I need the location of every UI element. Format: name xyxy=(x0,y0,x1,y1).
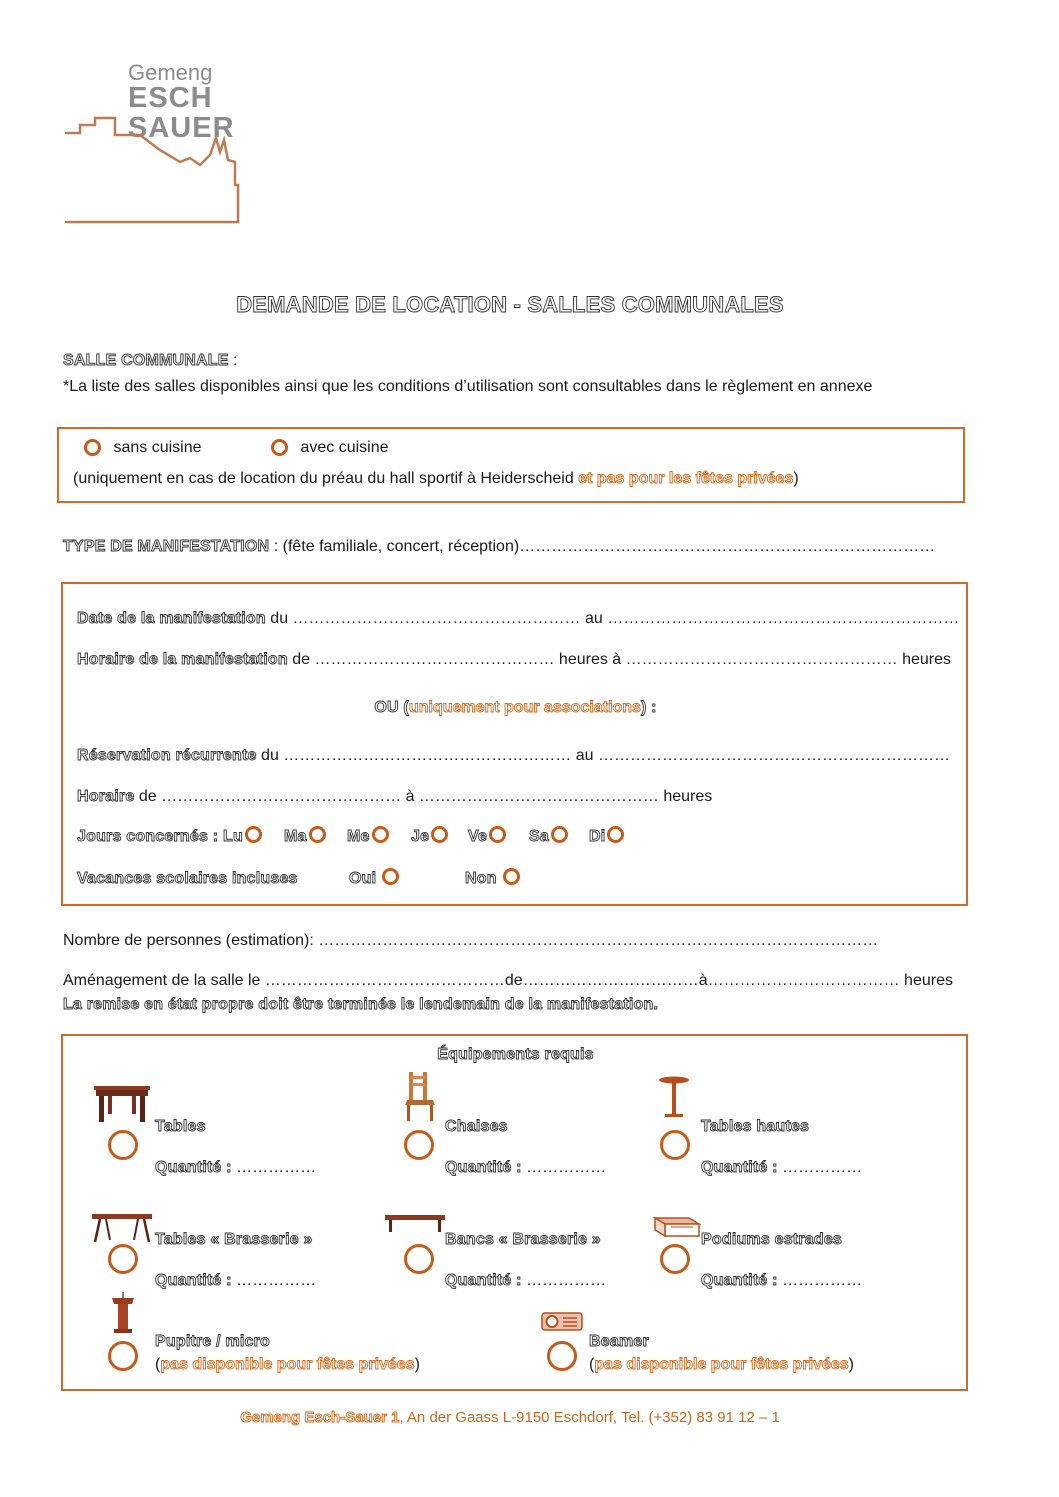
salle-label-suffix: : xyxy=(228,352,238,369)
qty-dots: …………… xyxy=(521,1272,607,1289)
logo-text-sauer: SAUER xyxy=(128,112,235,144)
qty-dots: …………… xyxy=(231,1159,317,1176)
radio-vacances-non[interactable] xyxy=(503,868,520,885)
item-chaises-qty[interactable] xyxy=(445,1159,606,1177)
radio-sa[interactable] xyxy=(551,826,568,843)
day-ma[interactable] xyxy=(284,828,326,846)
radio-ve[interactable] xyxy=(489,826,506,843)
radio-avec-cuisine[interactable] xyxy=(271,439,288,456)
radio-tables-hautes[interactable] xyxy=(660,1130,690,1160)
date-text: du ……………………………………………… au ………………………………………………………… xyxy=(265,610,960,627)
item-tables-brasserie-qty[interactable] xyxy=(155,1272,316,1290)
amenagement-field[interactable]: Aménagement de la salle le ………………………………………de……………………………à……………………………… heures xyxy=(63,972,953,989)
item-podiums-qty[interactable] xyxy=(701,1272,862,1290)
qty-dots: …………… xyxy=(231,1272,317,1289)
podium-icon xyxy=(649,1214,701,1240)
radio-tables[interactable] xyxy=(108,1130,138,1160)
qty-label: Quantité : xyxy=(701,1159,778,1176)
qty-label: Quantité : xyxy=(445,1272,522,1289)
horaire-field[interactable] xyxy=(77,651,951,669)
logo-text-esch: ESCH xyxy=(128,82,213,114)
radio-podiums[interactable] xyxy=(660,1244,690,1274)
brasserie-bench-icon xyxy=(385,1213,445,1233)
type-text: : (fête familiale, concert, réception)…………………………………………………………………… xyxy=(269,538,936,555)
salle-heading xyxy=(63,352,238,370)
item-beamer-label: Beamer xyxy=(589,1333,649,1350)
radio-tables-brasserie[interactable] xyxy=(108,1244,138,1274)
table-icon xyxy=(94,1084,150,1124)
page-title: DEMANDE DE LOCATION - SALLES COMMUNALES xyxy=(236,292,784,317)
date-field[interactable] xyxy=(77,610,959,628)
horaire-label: Horaire de la manifestation xyxy=(77,651,288,668)
item-tables-label: Tables xyxy=(155,1118,206,1135)
salle-options-box xyxy=(57,427,965,503)
equipements-title: Équipements requis xyxy=(437,1046,594,1063)
qty-label: Quantité : xyxy=(445,1159,522,1176)
day-di[interactable] xyxy=(589,828,624,846)
qty-dots: …………… xyxy=(777,1159,863,1176)
radio-di[interactable] xyxy=(607,826,624,843)
horaire2-label: Horaire xyxy=(77,788,135,805)
brasserie-table-icon xyxy=(92,1212,152,1244)
date-label: Date de la manifestation xyxy=(77,610,266,627)
day-sa-label: Sa xyxy=(529,828,549,845)
item-tables-brasserie-label: Tables « Brasserie » xyxy=(155,1231,313,1248)
vacances-label: Vacances scolaires incluses xyxy=(77,870,298,887)
ou-label: OU ( xyxy=(374,699,409,716)
day-lu-label: Lu xyxy=(223,828,243,845)
item-pupitre-note: (pas disponible pour fêtes privées) xyxy=(155,1356,420,1373)
radio-vacances-oui[interactable] xyxy=(382,868,399,885)
vacances-oui-label: Oui xyxy=(349,870,377,887)
option-sans-cuisine-label: sans cuisine xyxy=(113,439,202,456)
logo-text-gemeng: Gemeng xyxy=(128,60,213,85)
remise-note: La remise en état propre doit être terminée le lendemain de la manifestation. xyxy=(63,996,659,1013)
jours-label: Jours concernés : xyxy=(77,828,219,845)
chair-icon xyxy=(403,1070,437,1122)
radio-bancs-brasserie[interactable] xyxy=(404,1244,434,1274)
day-di-label: Di xyxy=(589,828,606,845)
radio-lu[interactable] xyxy=(245,826,262,843)
lectern-icon xyxy=(110,1292,136,1334)
logo xyxy=(60,60,260,230)
footer-orange: Gemeng Esch-Sauer 1 xyxy=(240,1409,400,1426)
footer xyxy=(0,1409,1020,1426)
salle-remark-start: (uniquement en cas de location du préau du hall sportif à Heiderscheid xyxy=(73,470,579,487)
horaire2-text: de ……………………………………… à ……………………………………… heures xyxy=(134,788,713,805)
dates-box xyxy=(61,582,968,906)
salle-label: SALLE COMMUNALE xyxy=(63,352,229,369)
item-podiums-label: Podiums estrades xyxy=(701,1231,843,1248)
item-tables-qty[interactable] xyxy=(155,1159,316,1177)
item-beamer-note: (pas disponible pour fêtes privées) xyxy=(589,1356,854,1373)
qty-label: Quantité : xyxy=(155,1159,232,1176)
radio-pupitre[interactable] xyxy=(108,1341,138,1371)
item-tables-hautes-qty[interactable] xyxy=(701,1159,862,1177)
qty-dots: …………… xyxy=(777,1272,863,1289)
item-bancs-brasserie-qty[interactable] xyxy=(445,1272,606,1290)
beamer-not-available: pas disponible pour fêtes privées xyxy=(594,1356,849,1373)
pupitre-not-available: pas disponible pour fêtes privées xyxy=(160,1356,415,1373)
qty-label: Quantité : xyxy=(701,1272,778,1289)
footer-rest: , An der Gaass L-9150 Eschdorf, Tel. (+352) 83 91 12 – 1 xyxy=(399,1409,780,1426)
item-bancs-brasserie-label: Bancs « Brasserie » xyxy=(445,1231,601,1248)
day-me[interactable] xyxy=(347,828,389,846)
vacances-non[interactable] xyxy=(465,870,520,888)
day-me-label: Me xyxy=(347,828,370,845)
radio-sans-cuisine[interactable] xyxy=(84,439,101,456)
high-table-icon xyxy=(657,1076,691,1120)
day-ve-label: Ve xyxy=(468,828,488,845)
day-je[interactable] xyxy=(411,828,448,846)
recurrent-label: Réservation récurrente xyxy=(77,747,257,764)
qty-label: Quantité : xyxy=(155,1272,232,1289)
item-chaises-label: Chaises xyxy=(445,1118,508,1135)
day-ve[interactable] xyxy=(468,828,506,846)
radio-chaises[interactable] xyxy=(404,1130,434,1160)
castle-skyline-icon xyxy=(60,110,245,225)
option-sans-cuisine[interactable] xyxy=(84,439,202,457)
equipements-box xyxy=(61,1034,968,1391)
salle-note: *La liste des salles disponibles ainsi que les conditions d’utilisation sont consultables dans le règlement en annexe xyxy=(63,378,873,395)
item-pupitre-label: Pupitre / micro xyxy=(155,1333,271,1350)
salle-remark-orange: et pas pour les fêtes privées xyxy=(578,470,794,487)
radio-me[interactable] xyxy=(372,826,389,843)
day-je-label: Je xyxy=(411,828,430,845)
vacances-non-label: Non xyxy=(465,870,497,887)
option-avec-cuisine[interactable] xyxy=(271,439,389,457)
ou-end: ) : xyxy=(640,699,657,716)
salle-remark-end: ) xyxy=(793,470,799,487)
vacances-oui[interactable] xyxy=(349,870,399,888)
day-ma-label: Ma xyxy=(284,828,307,845)
type-field[interactable] xyxy=(63,538,935,556)
option-avec-cuisine-label: avec cuisine xyxy=(300,439,389,456)
qty-dots: …………… xyxy=(521,1159,607,1176)
vacances-line xyxy=(77,870,298,888)
radio-je[interactable] xyxy=(431,826,448,843)
ou-orange: uniquement pour associations xyxy=(408,699,641,716)
ou-line xyxy=(63,699,968,717)
horaire2-field[interactable] xyxy=(77,788,712,806)
radio-ma[interactable] xyxy=(309,826,326,843)
recurrent-text: du ……………………………………………… au ………………………………………………………… xyxy=(256,747,950,764)
personnes-field[interactable]: Nombre de personnes (estimation): …………………………………………………………………………………………… xyxy=(63,932,879,949)
day-lu[interactable] xyxy=(223,828,262,846)
projector-icon xyxy=(541,1310,583,1332)
item-tables-hautes-label: Tables hautes xyxy=(701,1118,810,1135)
horaire-text: de ……………………………………… heures à …………………………………………… heures xyxy=(287,651,952,668)
recurrent-field[interactable] xyxy=(77,747,950,765)
day-sa[interactable] xyxy=(529,828,568,846)
jours-line xyxy=(77,828,218,846)
radio-beamer[interactable] xyxy=(547,1341,577,1371)
salle-remark xyxy=(73,470,799,488)
type-label: TYPE DE MANIFESTATION xyxy=(63,538,270,555)
